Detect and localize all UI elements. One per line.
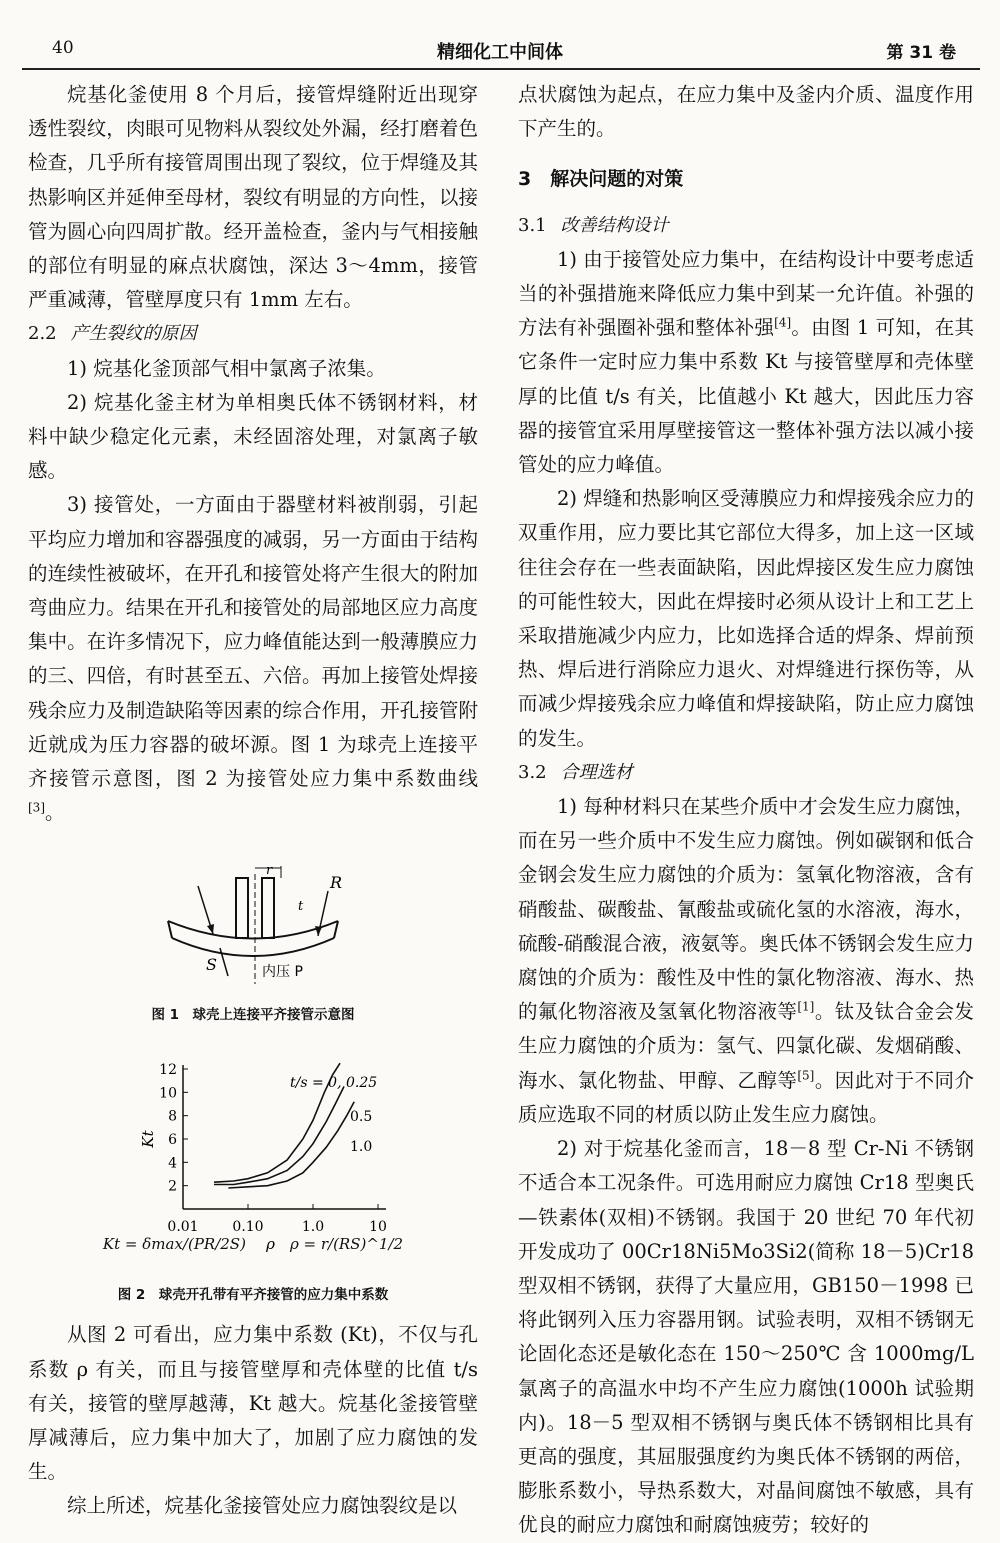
- paragraph-crack-description: 烷基化釜使用 8 个月后，接管焊缝附近出现穿透性裂纹，肉眼可见物料从裂纹处外漏，经打磨着色检查，几乎所有接管周围出现了裂纹，位于焊缝及其热影响区并延伸至母材，裂纹有明显的方向性，以接管为圆心向四周扩散。经开盖检查，釜内与气相接触的部位有明显的麻点状腐蚀，深达 3～4mm，接管严重减薄，管壁厚度只有 1mm 左右。: [28, 83, 478, 312]
- citation[interactable]: [3]: [28, 800, 45, 815]
- x-tick-label: 0.10: [232, 1219, 264, 1236]
- section-number: 3.2: [518, 761, 547, 783]
- section-number: 2.2: [28, 323, 57, 345]
- structure-1: [518, 243, 974, 482]
- x-tick-label: 0.01: [167, 1219, 199, 1236]
- header-rule: [22, 68, 980, 70]
- y-tick-label: 8: [168, 1109, 177, 1126]
- material-1: [518, 790, 974, 1132]
- paragraph-summary-start: 综上所述，烷基化釜接管处应力腐蚀裂纹是以: [67, 1494, 458, 1518]
- structure-1-text: 1) 由于接管处应力集中，在结构设计中要考虑适当的补强措施来降低应力集中到某一允许值。补强的方法有补强圈补强和整体补强: [518, 247, 974, 340]
- journal-title: 精细化工中间体: [437, 42, 563, 63]
- x-axis-label: ρ: [266, 1235, 275, 1254]
- nozzle-diagram: [158, 863, 348, 986]
- figure-2: [28, 1059, 478, 1284]
- material-1-text: 1) 每种材料只在某些介质中才会发生应力腐蚀，而在另一些介质中不发生应力腐蚀。例如碳钢和低合金钢会发生应力腐蚀的介质为：氢氧化物溶液，含有硝酸盐、碳酸盐、氰酸盐或硫化氢的水溶液，海水，硫酸-硝酸混合液，液氨等。奥氏体不锈钢会发生应力腐蚀的介质为：酸性及中性的氯化物溶液、海水、热的氟化物溶液及氢氧化物溶液等: [518, 795, 974, 1024]
- cause-3-text: 3) 接管处，一方面由于器壁材料被削弱，引起平均应力增加和容器强度的减弱，另一方面由于结构的连续性被破坏，在开孔和接管处将产生很大的附加弯曲应力。结果在开孔和接管处的局部地区应力高度集中。在许多情况下，应力峰值能达到一般薄膜应力的三、四倍，有时甚至五、六倍。再加上接管处焊接残余应力及制造缺陷等因素的综合作用，开孔接管附近就成为压力容器的破坏源。图 1 为球壳上连接平齐接管示意图，图 2 为接管处应力集中系数曲线: [28, 493, 478, 791]
- citation[interactable]: [1]: [797, 999, 815, 1014]
- label-t: t: [298, 899, 304, 915]
- structure-1-end: 。由图 1 可知，在其它条件一定时应力集中系数 Kt 与接管壁厚和壳体壁厚的比值 t/s 有关，比值越小 Kt 越大，因此压力容器的接管宜采用厚壁接管这一整体补强方法以减小接管处的应力峰值。: [518, 316, 974, 477]
- figure-2-formula: [28, 1231, 478, 1257]
- section-3-2-heading: [518, 756, 974, 790]
- section-title: 合理选材: [560, 761, 633, 783]
- y-axis-label: Kt: [139, 1130, 157, 1149]
- formula-rho: ρ = r/(RS)^1/2: [289, 1235, 404, 1254]
- structure-2: 2) 焊缝和热影响区受薄膜应力和焊接残余应力的双重作用，应力要比其它部位大得多，加上这一区域往往会存在一些表面缺陷，因此焊接区发生应力腐蚀的可能性较大，因此在焊接时必须从设计上和工艺上采取措施减少内应力，比如选择合适的焊条、焊前预热、焊后进行消除应力退火、对焊缝进行探伤等，从而减少焊接残余应力峰值和焊接缺陷，防止应力腐蚀的发生。: [518, 487, 974, 750]
- y-tick-label: 12: [159, 1062, 177, 1079]
- left-column: [28, 78, 478, 1524]
- formula-kt: Kt = δmax/(PR/2S): [102, 1235, 246, 1254]
- section-3-1-heading: [518, 209, 974, 243]
- label-S: S: [206, 955, 217, 975]
- figure-1: [28, 863, 478, 1041]
- section-3-heading: 3 解决问题的对策: [518, 168, 684, 191]
- section-2-2-heading: [28, 317, 478, 351]
- series-line-1: [214, 1087, 344, 1185]
- curve-label: t/s = 0, 0.25: [290, 1075, 378, 1092]
- page-number: 40: [52, 38, 74, 58]
- x-tick-label: 10: [369, 1219, 387, 1236]
- x-tick-label: 1.0: [301, 1219, 325, 1236]
- cause-1: 1) 烷基化釜顶部气相中氯离子浓集。: [67, 356, 386, 380]
- y-tick-label: 2: [168, 1179, 177, 1196]
- series-line-2: [228, 1102, 354, 1188]
- volume-label: 第 31 卷: [886, 43, 956, 63]
- cause-3-end: 。: [45, 801, 65, 825]
- paragraph-analysis: 从图 2 可看出，应力集中系数 (Kt)，不仅与孔系数 ρ 有关，而且与接管壁厚和壳体壁的比值 t/s 有关，接管的壁厚越薄，Kt 越大。烷基化釜接管壁厚减薄后，应力集中加大了，加剧了应力腐蚀的发生。: [28, 1323, 478, 1484]
- label-internal-pressure: 内压 P: [262, 964, 303, 981]
- y-tick-label: 6: [168, 1132, 177, 1149]
- section-title: 改善结构设计: [560, 214, 669, 236]
- right-column: [518, 78, 974, 1543]
- section-title: 产生裂纹的原因: [70, 323, 197, 345]
- y-tick-label: 4: [168, 1155, 177, 1172]
- citation[interactable]: [5]: [797, 1068, 815, 1083]
- figure-1-caption: 图 1 球壳上连接平齐接管示意图: [151, 1007, 355, 1024]
- section-number: 3.1: [518, 214, 547, 236]
- curve-label: 1.0: [350, 1139, 373, 1156]
- paragraph-continued: 点状腐蚀为起点，在应力集中及釜内介质、温度作用下产生的。: [518, 83, 974, 141]
- curve-label: 0.5: [350, 1109, 373, 1126]
- citation[interactable]: [4]: [774, 315, 792, 330]
- figure-2-caption: 图 2 球壳开孔带有平齐接管的应力集中系数: [117, 1287, 389, 1304]
- y-tick-label: 10: [159, 1085, 177, 1102]
- cause-3: [28, 488, 478, 830]
- label-r: r: [266, 863, 273, 879]
- cause-2: 2) 烷基化釜主材为单相奥氏体不锈钢材料，材料中缺少稳定化元素，未经固溶处理，对氯离子敏感。: [28, 390, 478, 483]
- material-2: 2) 对于烷基化釜而言，18－8 型 Cr-Ni 不锈钢不适合本工况条件。可选用耐应力腐蚀 Cr18 型奥氏—铁素体(双相)不锈钢。我国于 20 世纪 70 年代初开发成功了 00Cr18Ni5Mo3Si2(简称 18－5)Cr18 型双相不锈钢，获得了大量应用，GB150－1998 已将此钢列入压力容器用钢。试验表明，双相不锈钢无论固化态还是敏化态在 150～250℃ 含 1000mg/L 氯离子的高温水中均不产生应力腐蚀(1000h 试验期内)。18－5 型双相不锈钢与奥氏体不锈钢相比具有更高的强度，其屈服强度约为奥氏体不锈钢的两倍，膨胀系数小，导热系数大，对晶间腐蚀不敏感，具有优良的耐应力腐蚀和耐腐蚀疲劳；较好的: [518, 1137, 974, 1537]
- material-1-mid: 。钛及钛合金会发生应力腐蚀的介质为：氢气、四氯化碳、发烟硝酸、海水、氯化物盐、甲醇、乙醇等: [518, 1000, 974, 1092]
- material-1-end: 。因此对于不同介质应选取不同的材质以防止发生应力腐蚀。: [518, 1068, 974, 1126]
- label-R: R: [330, 873, 343, 893]
